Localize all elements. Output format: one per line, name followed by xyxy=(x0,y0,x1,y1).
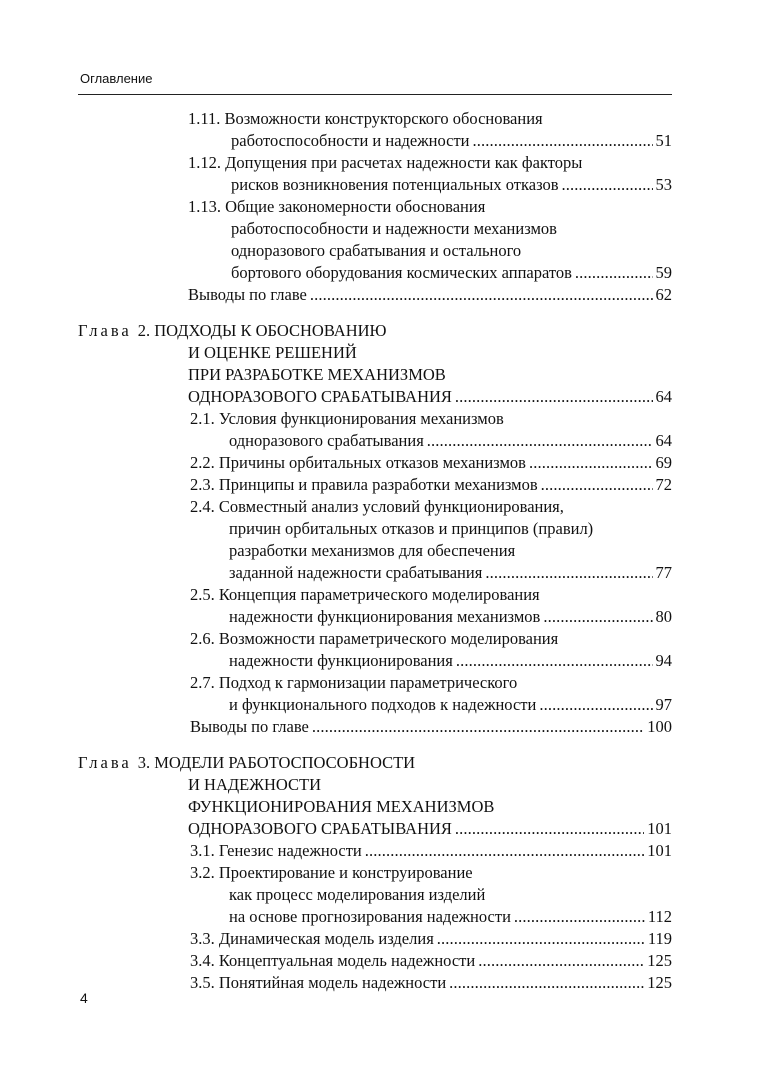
toc-entry-1-13-line1: 1.13. Общие закономерности обоснования xyxy=(188,197,486,216)
page-number: 125 xyxy=(647,951,672,970)
toc-entry-chapter2-conclusions: Выводы по главе . . . 100 xyxy=(190,716,672,738)
toc-entry-1-12-line2: рисков возникновения потенциальных отказов . . . 53 xyxy=(231,174,672,196)
toc-chapter-3-line2: И НАДЕЖНОСТИ xyxy=(188,775,322,794)
page-number: 119 xyxy=(647,929,672,948)
chapter-label: Глава xyxy=(78,321,132,340)
toc-entry-2-6-line1: 2.6. Возможности параметрического моделирования xyxy=(190,629,559,648)
toc-chapter-2-line3: ПРИ РАЗРАБОТКЕ МЕХАНИЗМОВ xyxy=(188,365,446,384)
toc-entry-1-12-line1: 1.12. Допущения при расчетах надежности как факторы xyxy=(188,153,583,172)
toc-entry-3-3: 3.3. Динамическая модель изделия . . . 119 xyxy=(190,928,672,950)
toc-entry-1-13-line2: работоспособности и надежности механизмов xyxy=(231,219,557,238)
toc-chapter-2-line4: ОДНОРАЗОВОГО СРАБАТЫВАНИЯ . . . 64 xyxy=(188,386,672,408)
page-number: 101 xyxy=(647,841,672,860)
toc-entry-chapter1-conclusions: Выводы по главе . . . 62 xyxy=(188,284,672,306)
page-number: 125 xyxy=(647,973,672,992)
page-number: 72 xyxy=(655,475,672,494)
toc-entry-2-1-line1: 2.1. Условия функционирования механизмов xyxy=(190,409,504,428)
toc-entry-1-13-line3: одноразового срабатывания и остального xyxy=(231,241,522,260)
toc-chapter-2-line1: Глава 2. ПОДХОДЫ К ОБОСНОВАНИЮ xyxy=(78,321,387,340)
toc-entry-2-3: 2.3. Принципы и правила разработки механизмов . . . 72 xyxy=(190,474,672,496)
page-number: 112 xyxy=(647,907,672,926)
page-number: 100 xyxy=(647,717,672,736)
toc-chapter-3-line3: ФУНКЦИОНИРОВАНИЯ МЕХАНИЗМОВ xyxy=(188,797,495,816)
toc-chapter-3-line4: ОДНОРАЗОВОГО СРАБАТЫВАНИЯ . . . 101 xyxy=(188,818,672,840)
toc-entry-1-13-line4: бортового оборудования космических аппаратов . . . 59 xyxy=(231,262,672,284)
page-number: 64 xyxy=(655,387,672,406)
toc-entry-2-2: 2.2. Причины орбитальных отказов механизмов . . . 69 xyxy=(190,452,672,474)
page-number: 80 xyxy=(655,607,672,626)
toc-entry-3-2-line1: 3.2. Проектирование и конструирование xyxy=(190,863,473,882)
page-number: 94 xyxy=(655,651,672,670)
toc-entry-2-6-line2: надежности функционирования . . . 94 xyxy=(229,650,672,672)
toc-entry-2-1-line2: одноразового срабатывания . . . 64 xyxy=(229,430,672,452)
toc-entry-3-2-line2: как процесс моделирования изделий xyxy=(229,885,486,904)
page-number: 62 xyxy=(655,285,672,304)
page-number: 97 xyxy=(655,695,672,714)
toc-chapter-2-line2: И ОЦЕНКЕ РЕШЕНИЙ xyxy=(188,343,357,362)
running-header-title: Оглавление xyxy=(80,71,153,86)
chapter-label: Глава xyxy=(78,753,132,772)
toc-entry-3-1: 3.1. Генезис надежности . . . 101 xyxy=(190,840,672,862)
running-header xyxy=(78,68,672,95)
page-number: 69 xyxy=(655,453,672,472)
toc-entry-2-7-line1: 2.7. Подход к гармонизации параметрического xyxy=(190,673,518,692)
toc-entry-3-4: 3.4. Концептуальная модель надежности . . . 125 xyxy=(190,950,672,972)
toc-chapter-3-line1: Глава 3. МОДЕЛИ РАБОТОСПОСОБНОСТИ xyxy=(78,753,416,772)
page-number: 64 xyxy=(655,431,672,450)
toc-entry-2-5-line2: надежности функционирования механизмов . . . 80 xyxy=(229,606,672,628)
toc-entry-2-4-line4: заданной надежности срабатывания . . . 77 xyxy=(229,562,672,584)
toc-entry-2-4-line2: причин орбитальных отказов и принципов (правил) xyxy=(229,519,594,538)
toc-entry-2-5-line1: 2.5. Концепция параметрического моделирования xyxy=(190,585,540,604)
toc-entry-2-4-line1: 2.4. Совместный анализ условий функционирования, xyxy=(190,497,564,516)
toc-entry-3-5: 3.5. Понятийная модель надежности . . . 125 xyxy=(190,972,672,994)
page-number: 77 xyxy=(655,563,672,582)
page-number: 51 xyxy=(655,131,672,150)
page-number: 59 xyxy=(655,263,672,282)
page-number: 101 xyxy=(647,819,672,838)
page-folio: 4 xyxy=(80,990,88,1006)
toc-entry-2-7-line2: и функционального подходов к надежности . . . 97 xyxy=(229,694,672,716)
toc-entry-3-2-line3: на основе прогнозирования надежности . . . 112 xyxy=(229,906,672,928)
toc-entry-2-4-line3: разработки механизмов для обеспечения xyxy=(229,541,516,560)
toc-entry-1-11-line2: работоспособности и надежности . . . 51 xyxy=(231,130,672,152)
toc-entry-1-11-line1: 1.11. Возможности конструкторского обоснования xyxy=(188,109,543,128)
page-number: 53 xyxy=(655,175,672,194)
